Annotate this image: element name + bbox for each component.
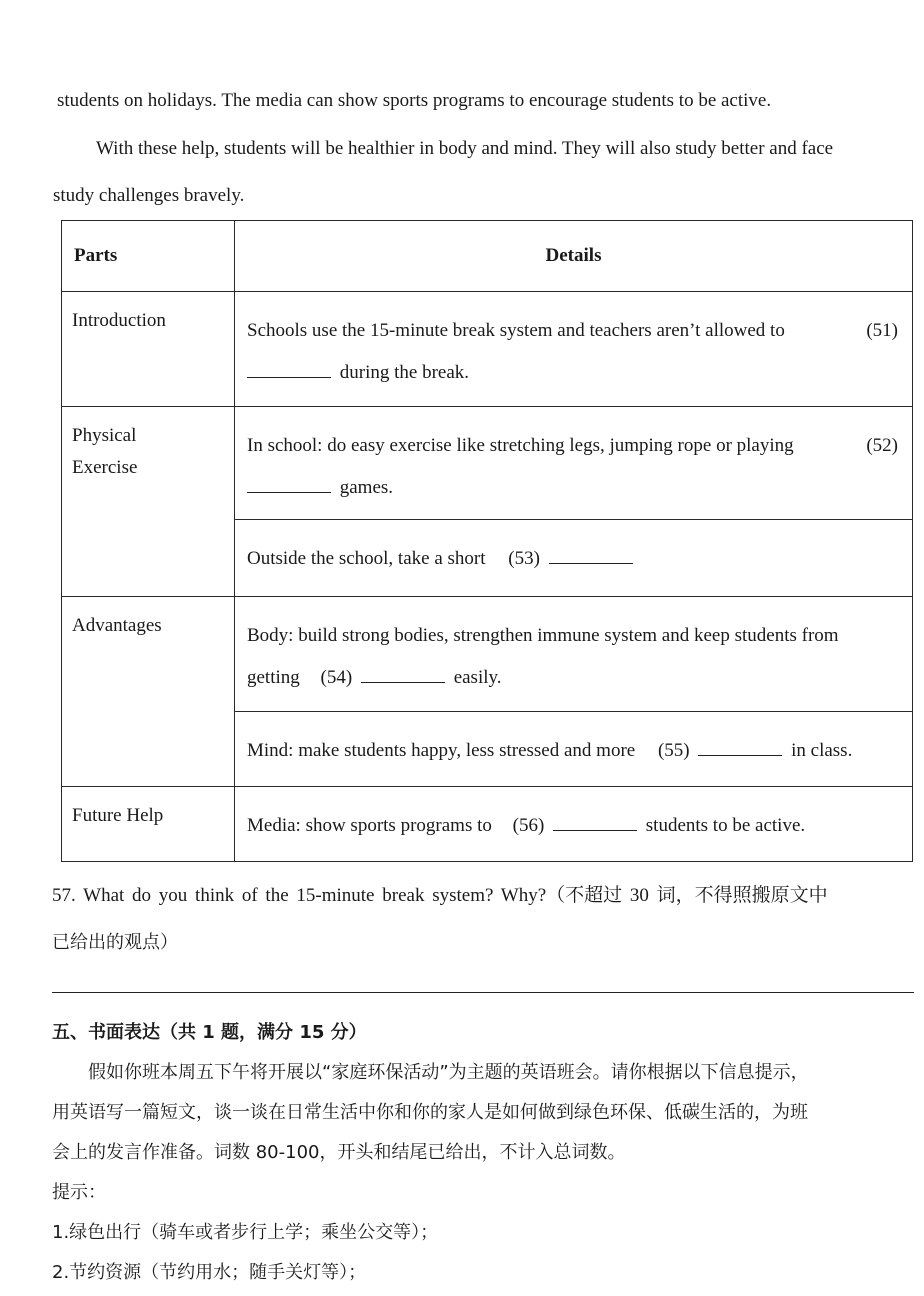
- part-physical-exercise: [62, 407, 235, 597]
- pe-part-line1: Physical: [72, 425, 137, 446]
- passage-line-2: With these help, students will be healthier in body and mind. They will also study better and face: [96, 138, 834, 159]
- answer-blank-53[interactable]: [549, 547, 633, 564]
- question-57-line-2: 已给出的观点）: [52, 932, 178, 953]
- fh-after: students to be active.: [645, 815, 806, 836]
- passage-line-1: students on holidays. The media can show sports programs to encourage students to be active.: [57, 90, 772, 111]
- question-53-number: (53): [508, 548, 540, 569]
- answer-blank-56[interactable]: [553, 814, 637, 831]
- question-52-number: (52): [866, 435, 898, 456]
- fh-text: Media: show sports programs to: [247, 815, 492, 836]
- pe1-text: In school: do easy exercise like stretching legs, jumping rope or playing: [247, 435, 794, 456]
- part-advantages: Advantages: [62, 597, 235, 787]
- detail-introduction: [235, 292, 913, 407]
- answer-blank-54[interactable]: [361, 666, 445, 683]
- answer-blank-55[interactable]: [698, 739, 782, 756]
- summary-table: [61, 220, 913, 862]
- hint-label: 提示：: [52, 1182, 106, 1203]
- part-future-help: Future Help: [62, 787, 235, 862]
- section-5-paragraph-line-3: 会上的发言作准备。词数 80-100，开头和结尾已给出，不计入总词数。: [52, 1142, 626, 1163]
- table-header-row: [62, 221, 913, 292]
- pe2-text: Outside the school, take a short: [247, 548, 486, 569]
- adv1-text: Body: build strong bodies, strengthen immune system and keep students from: [247, 625, 839, 646]
- table-row-introduction: [62, 292, 913, 407]
- table-row-future-help: [62, 787, 913, 862]
- intro-after: during the break.: [339, 362, 470, 383]
- answer-blank-52[interactable]: [247, 476, 331, 493]
- detail-in-school: [235, 407, 913, 520]
- section-5-paragraph-line-1: 假如你班本周五下午将开展以“家庭环保活动”为主题的英语班会。请你根据以下信息提示，: [88, 1062, 809, 1083]
- answer-blank-51[interactable]: [247, 361, 331, 378]
- section-5-heading: 五、书面表达（共 1 题，满分 15 分）: [52, 1022, 367, 1043]
- intro-text: Schools use the 15-minute break system and teachers aren’t allowed to: [247, 320, 785, 341]
- table-row-physical-exercise: [62, 407, 913, 520]
- section-5-paragraph-line-2: 用英语写一篇短文，谈一谈在日常生活中你和你的家人是如何做到绿色环保、低碳生活的，为班: [52, 1102, 808, 1123]
- question-51-number: (51): [866, 320, 898, 341]
- detail-outside-school: [235, 520, 913, 597]
- question-55-number: (55): [657, 740, 690, 761]
- hint-item-2: 2.节约资源（节约用水；随手关灯等）；: [52, 1262, 367, 1283]
- adv1-text2: getting: [247, 667, 300, 688]
- detail-mind: [235, 712, 913, 787]
- hint-item-1: 1.绿色出行（骑车或者步行上学；乘坐公交等）；: [52, 1222, 439, 1243]
- question-54-number: (54): [320, 667, 353, 688]
- answer-line-57[interactable]: [52, 992, 914, 993]
- detail-media: [235, 787, 913, 862]
- pe-part-line2: Exercise: [72, 457, 138, 478]
- part-introduction: Introduction: [62, 292, 235, 407]
- detail-body: [235, 597, 913, 712]
- header-parts: Parts: [62, 221, 235, 292]
- adv2-after: in class.: [791, 740, 853, 761]
- adv2-text: Mind: make students happy, less stressed and more: [247, 740, 636, 761]
- table-row-advantages: [62, 597, 913, 712]
- pe1-after: games.: [339, 477, 394, 498]
- header-details: Details: [235, 221, 913, 292]
- question-57-line-1: 57. What do you think of the 15-minute break system? Why?（不超过 30 词，不得照搬原文中: [52, 885, 828, 906]
- passage-line-3: study challenges bravely.: [53, 185, 245, 206]
- adv1-after: easily.: [453, 667, 502, 688]
- question-56-number: (56): [512, 815, 545, 836]
